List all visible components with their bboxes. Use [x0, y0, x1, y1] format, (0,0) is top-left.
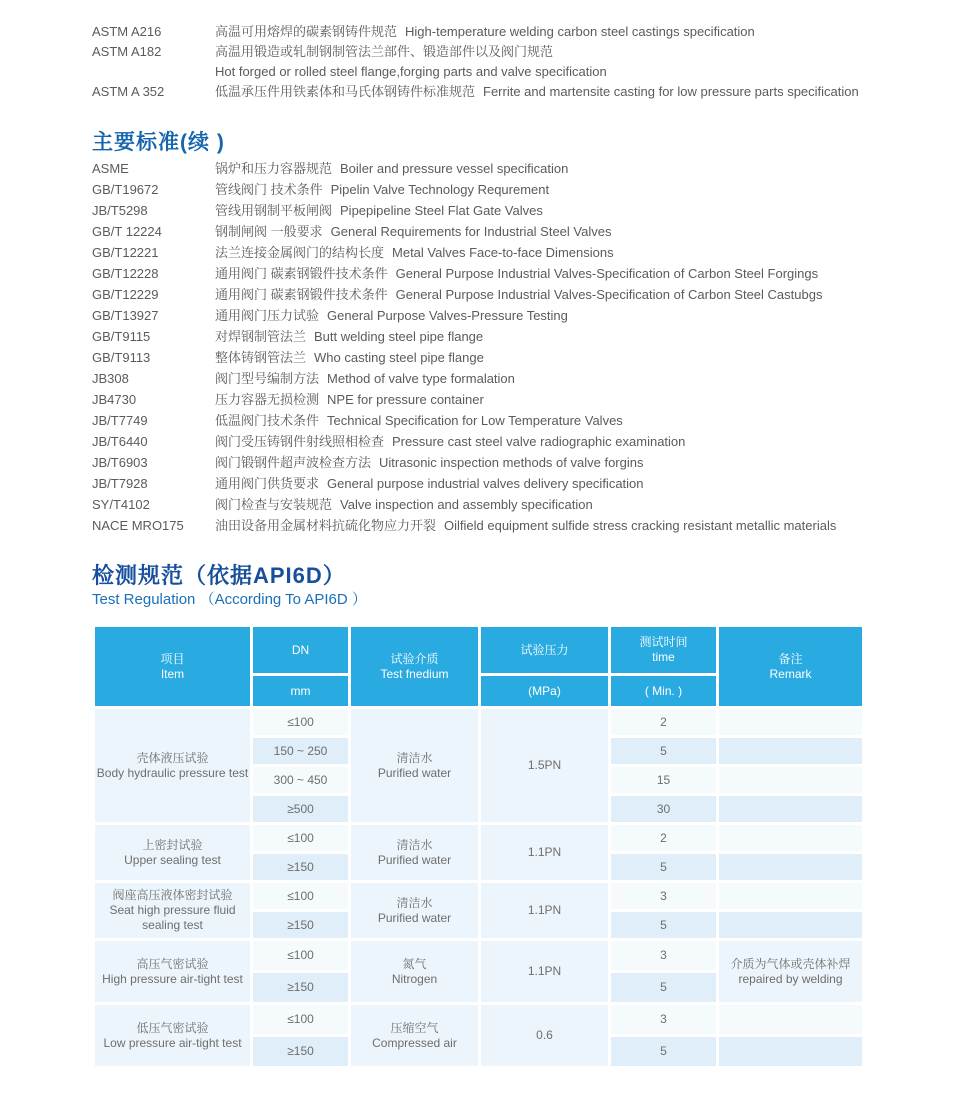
standard-desc-en: Method of valve type formalation — [327, 371, 515, 386]
medium-cell — [351, 709, 478, 822]
standard-desc-en: General Purpose Industrial Valves-Specification of Carbon Steel Forgings — [395, 266, 819, 281]
standard-desc — [215, 368, 515, 389]
time-cell: 5 — [611, 912, 716, 938]
time-cell: 5 — [611, 973, 716, 1002]
standard-row — [92, 494, 960, 515]
standard-desc-en: Ferrite and martensite casting for low pressure parts specification — [483, 84, 859, 99]
col-header-remark — [719, 627, 862, 706]
dn-cell: 150 ~ 250 — [253, 738, 348, 764]
medium-en: Purified water — [377, 910, 452, 925]
medium-en: Compressed air — [372, 1035, 457, 1050]
standard-desc-en: Uitrasonic inspection methods of valve forgins — [379, 455, 644, 470]
time-cell: 5 — [611, 1037, 716, 1066]
standard-row — [92, 389, 960, 410]
remark-en: repaired by welding — [738, 971, 843, 986]
pressure-cell: 0.6 — [481, 1005, 608, 1066]
standard-desc-zh: 阀门检查与安装规范 — [215, 497, 333, 512]
table-row — [95, 883, 862, 909]
standard-code: ASTM A216 — [92, 24, 162, 39]
standard-desc-zh: 通用阀门压力试验 — [215, 308, 320, 323]
standard-desc — [215, 410, 623, 431]
standard-desc-en: Valve inspection and assembly specification — [340, 497, 593, 512]
dn-cell: ≤100 — [253, 709, 348, 735]
test-regulation-title-en: Test Regulation （According To API6D ） — [92, 591, 367, 608]
item-zh: 壳体液压试验 — [136, 750, 209, 765]
time-cell: 3 — [611, 1005, 716, 1034]
col-header-item-en: Item — [160, 666, 185, 681]
standard-desc — [215, 452, 643, 473]
standard-code: GB/T19672 — [92, 182, 159, 197]
standard-desc-en: Oilfield equipment sulfide stress cracking resistant metallic materials — [444, 518, 837, 533]
standard-code: GB/T9113 — [92, 350, 151, 365]
medium-zh: 清洁水 — [396, 750, 433, 765]
time-cell: 2 — [611, 825, 716, 851]
standard-desc-zh: 阀门锻钢件超声波检查方法 — [215, 455, 372, 470]
standard-code: JB4730 — [92, 392, 137, 407]
medium-cell — [351, 825, 478, 880]
standard-row — [92, 22, 960, 42]
standard-code: JB308 — [92, 371, 129, 386]
table-row — [95, 709, 862, 735]
standard-row — [92, 452, 960, 473]
standard-row — [92, 200, 960, 221]
remark-cell — [719, 796, 862, 822]
standard-code: GB/T13927 — [92, 308, 159, 323]
remark-cell — [719, 1005, 862, 1034]
dn-cell: ≥150 — [253, 1037, 348, 1066]
standard-desc-en: Metal Valves Face-to-face Dimensions — [392, 245, 614, 260]
standard-row — [92, 368, 960, 389]
standard-desc-en: General Purpose Valves-Pressure Testing — [327, 308, 568, 323]
col-header-time-unit: ( Min. ) — [611, 676, 716, 706]
standard-row — [92, 221, 960, 242]
remark-cell — [719, 1037, 862, 1066]
col-header-time — [611, 627, 716, 673]
standard-desc-zh: 通用阀门 碳素钢锻件技术条件 — [215, 287, 388, 302]
item-zh: 阀座高压液体密封试验 — [112, 888, 233, 902]
standard-desc-zh: 通用阀门 碳素钢锻件技术条件 — [215, 266, 388, 281]
remark-cell — [719, 767, 862, 793]
remark-cell — [719, 738, 862, 764]
table-header — [95, 627, 862, 706]
item-cell — [95, 825, 250, 880]
dn-cell: ≥150 — [253, 854, 348, 880]
item-zh: 高压气密试验 — [136, 956, 209, 971]
standard-desc-zh: 锅炉和压力容器规范 — [215, 161, 333, 176]
pressure-cell: 1.1PN — [481, 941, 608, 1002]
medium-zh: 清洁水 — [396, 837, 433, 852]
dn-cell: ≥150 — [253, 912, 348, 938]
standard-desc-en: General purpose industrial valves delivery specification — [327, 476, 644, 491]
medium-cell — [351, 1005, 478, 1066]
item-en: High pressure air-tight test — [102, 971, 243, 986]
standard-code: JB/T5298 — [92, 203, 148, 218]
medium-cell — [351, 941, 478, 1002]
standard-row — [92, 179, 960, 200]
standard-row — [92, 242, 960, 263]
standard-row — [92, 410, 960, 431]
standard-code: GB/T12228 — [92, 266, 159, 281]
standard-desc-zh: 阀门受压铸钢件射线照相检查 — [215, 434, 385, 449]
standard-row — [92, 305, 960, 326]
item-zh: 低压气密试验 — [136, 1020, 209, 1035]
medium-zh: 清洁水 — [396, 895, 433, 910]
standard-desc-en: Pipelin Valve Technology Requrement — [330, 182, 550, 197]
dn-cell: ≤100 — [253, 883, 348, 909]
col-header-medium-en: Test fnedium — [380, 666, 449, 681]
medium-zh: 氮气 — [402, 956, 427, 971]
time-cell: 3 — [611, 941, 716, 970]
standard-desc — [215, 179, 549, 200]
standard-desc-en: General Purpose Industrial Valves-Specification of Carbon Steel Castubgs — [395, 287, 823, 302]
standard-desc — [215, 515, 836, 536]
item-en: Seat high pressure fluid sealing test — [109, 903, 236, 932]
section-title-test-regulation — [92, 562, 960, 610]
test-regulation-title-zh: 检测规范（依据API6D） — [92, 563, 346, 588]
medium-en: Nitrogen — [391, 971, 438, 986]
col-header-time-zh: 测试时间 — [639, 635, 688, 649]
standard-row — [92, 263, 960, 284]
standard-desc-en: Butt welding steel pipe flange — [314, 329, 484, 344]
col-header-remark-en: Remark — [769, 666, 812, 681]
dn-cell: ≤100 — [253, 1005, 348, 1034]
standard-desc — [215, 326, 483, 347]
standard-desc — [215, 389, 484, 410]
time-cell: 2 — [611, 709, 716, 735]
standard-desc-zh: 压力容器无损检测 — [215, 392, 320, 407]
standard-code: ASTM A182 — [92, 44, 162, 59]
standard-code: JB/T7749 — [92, 413, 148, 428]
standard-desc-en: Who casting steel pipe flange — [314, 350, 484, 365]
standard-desc-en: Pipepipeline Steel Flat Gate Valves — [340, 203, 543, 218]
remark-cell — [719, 825, 862, 851]
test-regulation-table — [92, 624, 865, 1069]
standard-desc-zh: 整体铸钢管法兰 — [215, 350, 307, 365]
standard-row — [92, 82, 960, 102]
col-header-pressure-unit: (MPa) — [481, 676, 608, 706]
table-body — [95, 709, 862, 1066]
item-cell — [95, 941, 250, 1002]
item-cell — [95, 1005, 250, 1066]
col-header-medium — [351, 627, 478, 706]
standard-code: NACE MRO175 — [92, 518, 184, 533]
time-cell: 5 — [611, 854, 716, 880]
col-header-time-en: time — [652, 650, 675, 664]
standard-desc-zh: 通用阀门供货要求 — [215, 476, 320, 491]
standard-desc — [215, 305, 568, 326]
dn-cell: ≥500 — [253, 796, 348, 822]
main-standards-list — [92, 158, 960, 536]
standard-desc-zh: 法兰连接金属阀门的结构长度 — [215, 245, 385, 260]
pressure-cell: 1.5PN — [481, 709, 608, 822]
dn-cell: ≥150 — [253, 973, 348, 1002]
standard-desc-zh: 管线阀门 技术条件 — [215, 182, 323, 197]
standard-desc-en: Technical Specification for Low Temperature Valves — [327, 413, 623, 428]
standard-row — [92, 42, 960, 62]
item-en: Body hydraulic pressure test — [96, 765, 249, 780]
standard-row — [92, 284, 960, 305]
standard-desc-zh: 管线用钢制平板闸阀 — [215, 203, 333, 218]
medium-en: Purified water — [377, 852, 452, 867]
standard-row — [92, 473, 960, 494]
standard-desc — [215, 347, 484, 368]
item-zh: 上密封试验 — [142, 837, 203, 852]
standard-code: GB/T12221 — [92, 245, 159, 260]
standard-desc — [215, 221, 611, 242]
item-en: Upper sealing test — [124, 852, 221, 867]
standard-row — [92, 326, 960, 347]
standard-desc — [215, 263, 818, 284]
standard-desc — [215, 494, 593, 515]
remark-cell — [719, 912, 862, 938]
standard-code: ASME — [92, 161, 129, 176]
col-header-item-zh: 项目 — [160, 651, 185, 666]
medium-zh: 压缩空气 — [390, 1020, 439, 1035]
standard-desc — [215, 42, 561, 62]
standard-desc — [215, 200, 543, 221]
col-header-pressure: 试验压力 — [481, 627, 608, 673]
table-row — [95, 825, 862, 851]
standard-desc-zh: 高温可用熔焊的碳素钢铸件规范 — [215, 24, 398, 39]
time-cell: 30 — [611, 796, 716, 822]
standard-desc-zh: 高温用锻造或轧制钢制管法兰部件、锻造部件以及阀门规范 — [215, 44, 554, 59]
standard-code: ASTM A 352 — [92, 84, 165, 99]
dn-cell: ≤100 — [253, 941, 348, 970]
time-cell: 3 — [611, 883, 716, 909]
standard-code: GB/T9115 — [92, 329, 151, 344]
standard-desc — [215, 22, 755, 42]
time-cell: 15 — [611, 767, 716, 793]
col-header-dn: DN — [253, 627, 348, 673]
standard-code: GB/T 12224 — [92, 224, 162, 239]
item-cell — [95, 709, 250, 822]
pressure-cell: 1.1PN — [481, 825, 608, 880]
section-title-main-standards: 主要标准(续 ) — [92, 131, 225, 154]
standard-desc — [215, 82, 859, 102]
col-header-remark-zh: 备注 — [778, 651, 803, 666]
standard-desc-en: Boiler and pressure vessel specification — [340, 161, 569, 176]
item-en: Low pressure air-tight test — [103, 1035, 242, 1050]
table-row — [95, 941, 862, 970]
col-header-item — [95, 627, 250, 706]
standard-code: JB/T7928 — [92, 476, 148, 491]
pressure-cell: 1.1PN — [481, 883, 608, 938]
time-cell: 5 — [611, 738, 716, 764]
astm-standards-list — [92, 22, 960, 102]
standard-desc-zh: 阀门型号编制方法 — [215, 371, 320, 386]
standard-code: JB/T6903 — [92, 455, 148, 470]
standard-desc-en: Hot forged or rolled steel flange,forging parts and valve specification — [215, 64, 607, 79]
remark-cell — [719, 709, 862, 735]
standard-code: JB/T6440 — [92, 434, 148, 449]
standard-desc-zh: 对焊钢制管法兰 — [215, 329, 307, 344]
standard-desc — [215, 158, 568, 179]
standard-row — [92, 62, 960, 82]
dn-cell: ≤100 — [253, 825, 348, 851]
standard-row — [92, 158, 960, 179]
remark-cell — [719, 854, 862, 880]
col-header-medium-zh: 试验介质 — [390, 651, 439, 666]
standard-desc — [215, 242, 614, 263]
standard-desc-en: High-temperature welding carbon steel castings specification — [405, 24, 755, 39]
standard-desc — [215, 284, 822, 305]
standard-code: SY/T4102 — [92, 497, 150, 512]
dn-cell: 300 ~ 450 — [253, 767, 348, 793]
medium-cell — [351, 883, 478, 938]
standard-desc-zh: 油田设备用金属材料抗硫化物应力开裂 — [215, 518, 437, 533]
standard-desc-en: General Requirements for Industrial Steel Valves — [330, 224, 612, 239]
standard-desc-en: Pressure cast steel valve radiographic examination — [392, 434, 686, 449]
item-cell — [95, 883, 250, 938]
col-header-dn-unit: mm — [253, 676, 348, 706]
standard-row — [92, 347, 960, 368]
standard-code: GB/T12229 — [92, 287, 159, 302]
remark-cell — [719, 941, 862, 1002]
standard-row — [92, 515, 960, 536]
standard-desc — [215, 62, 607, 82]
standard-desc — [215, 473, 644, 494]
standard-desc — [215, 431, 685, 452]
medium-en: Purified water — [377, 765, 452, 780]
standard-row — [92, 431, 960, 452]
standard-desc-zh: 钢制闸阀 一般要求 — [215, 224, 323, 239]
standard-desc-zh: 低温阀门技术条件 — [215, 413, 320, 428]
standard-desc-en: NPE for pressure container — [327, 392, 484, 407]
standard-desc-zh: 低温承压件用铁素体和马氏体钢铸件标准规范 — [215, 84, 476, 99]
remark-zh: 介质为气体或壳体补焊 — [730, 956, 851, 971]
remark-cell — [719, 883, 862, 909]
table-row — [95, 1005, 862, 1034]
